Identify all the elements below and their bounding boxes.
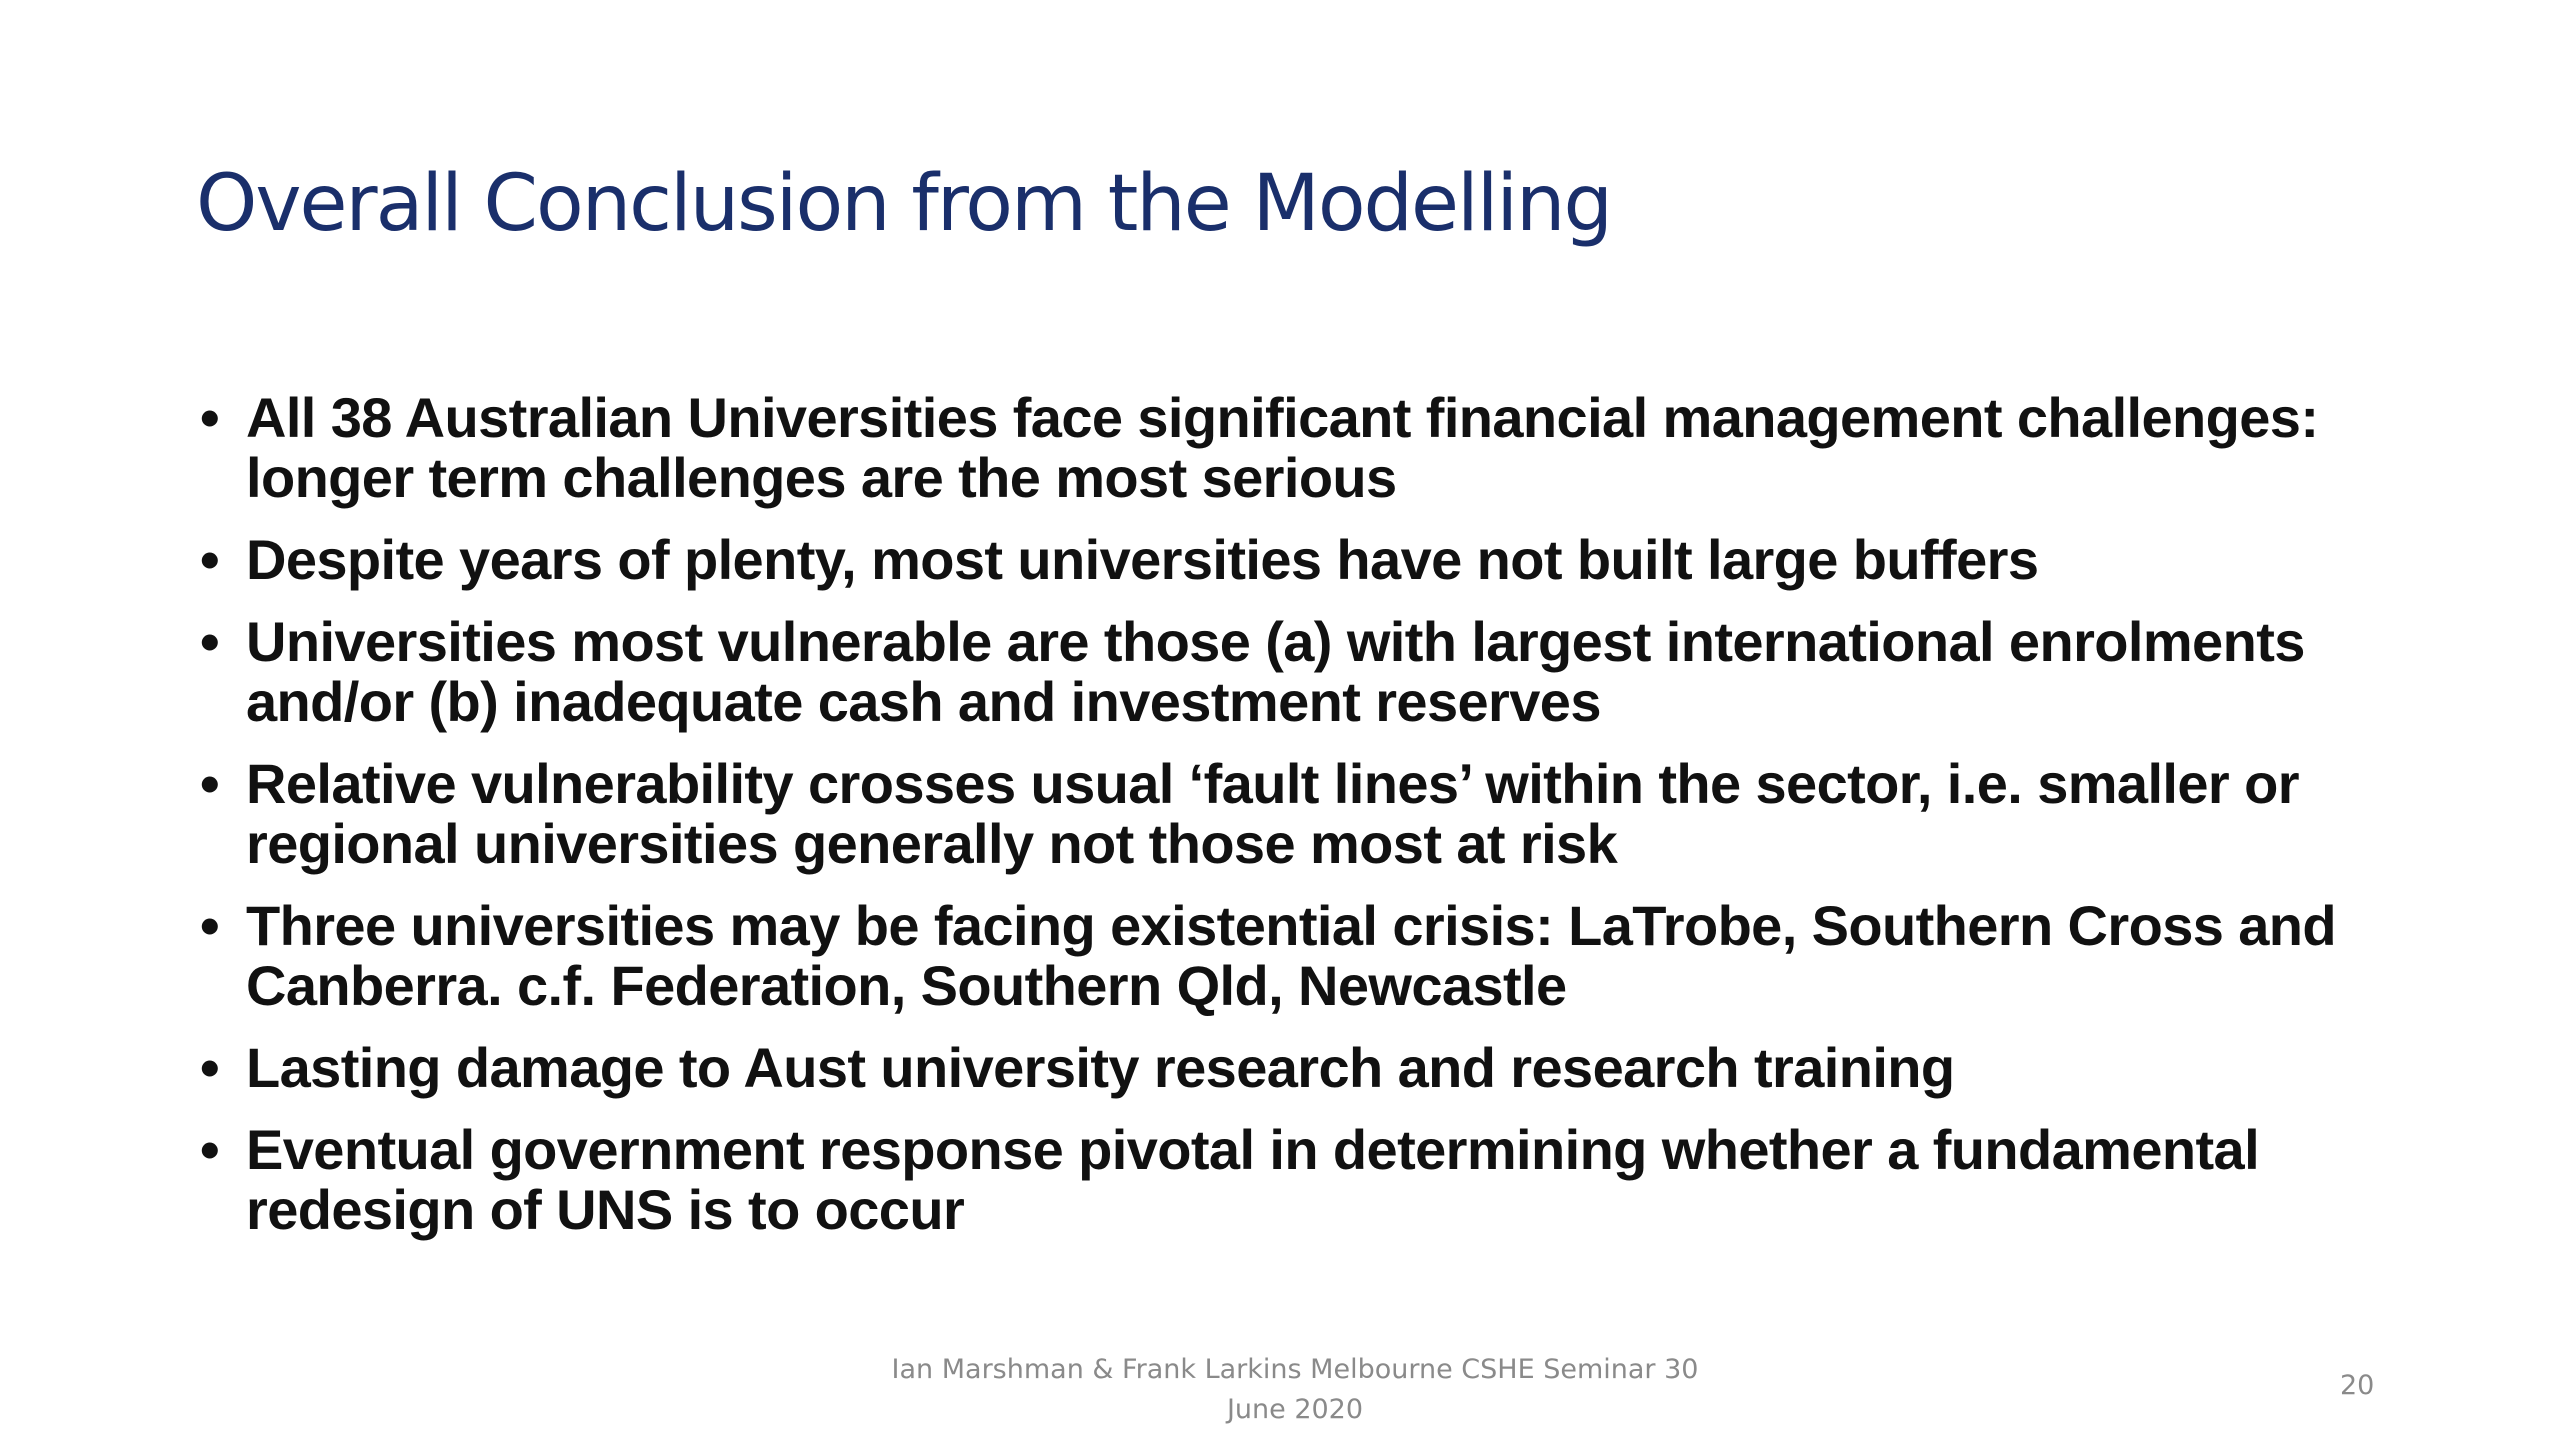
bullet-dot-icon: •	[200, 1036, 220, 1099]
footer-line-1: Ian Marshman & Frank Larkins Melbourne CSHE Seminar 30	[891, 1354, 1699, 1385]
bullet-text: Relative vulnerability crosses usual ‘fault lines’ within the sector, i.e. smaller or regional universities generally not those most at risk	[246, 752, 2299, 875]
bullet-item	[196, 754, 2376, 874]
bullet-text: Three universities may be facing existential crisis: LaTrobe, Southern Cross and Canberra. c.f. Federation, Southern Qld, Newcastle	[246, 894, 2337, 1017]
bullet-item	[196, 388, 2376, 508]
bullet-item	[196, 1120, 2376, 1240]
slide-title: Overall Conclusion from the Modelling	[196, 159, 1612, 249]
footer-line-2: June 2020	[1226, 1394, 1364, 1425]
bullet-text: Lasting damage to Aust university research and research training	[246, 1036, 1955, 1099]
bullet-text: Despite years of plenty, most universities have not built large buffers	[246, 528, 2039, 591]
bullet-list	[196, 388, 2376, 1262]
bullet-item	[196, 530, 2376, 590]
bullet-text: Universities most vulnerable are those (a) with largest international enrolments and/or (b) inadequate cash and investment reserves	[246, 610, 2305, 733]
bullet-dot-icon: •	[200, 528, 220, 591]
slide-footer	[880, 1350, 1710, 1430]
bullet-dot-icon: •	[200, 610, 220, 673]
bullet-dot-icon: •	[200, 386, 220, 449]
page-number: 20	[2340, 1370, 2375, 1401]
bullet-dot-icon: •	[200, 894, 220, 957]
bullet-dot-icon: •	[200, 752, 220, 815]
bullet-item	[196, 612, 2376, 732]
bullet-item	[196, 896, 2376, 1016]
bullet-text: All 38 Australian Universities face significant financial management challenges: longer term challenges are the most serious	[246, 386, 2319, 509]
bullet-text: Eventual government response pivotal in determining whether a fundamental redesign of UNS is to occur	[246, 1118, 2260, 1241]
bullet-dot-icon: •	[200, 1118, 220, 1181]
bullet-item	[196, 1038, 2376, 1098]
